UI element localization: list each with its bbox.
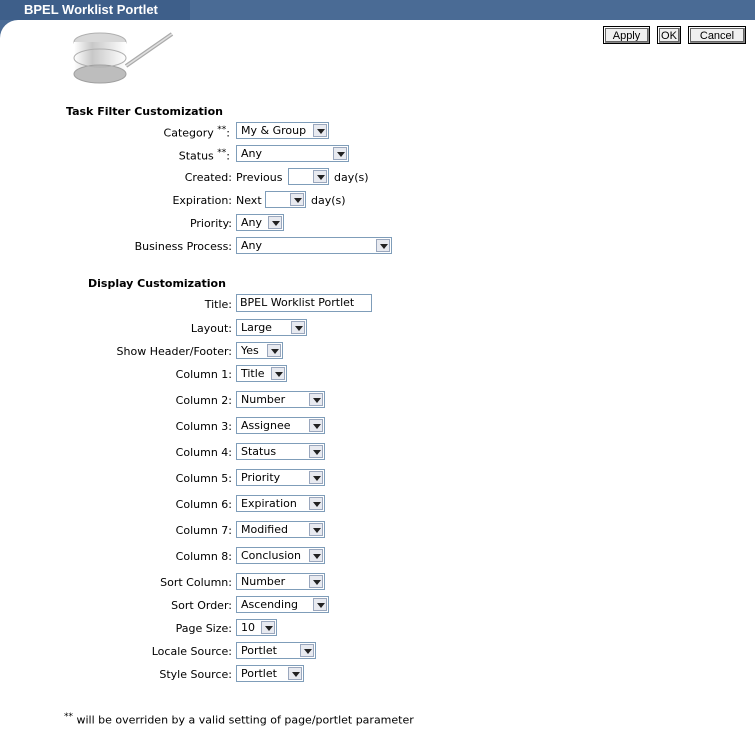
chevron-down-icon bbox=[313, 124, 327, 137]
priority-label: Priority: bbox=[189, 217, 232, 230]
chevron-down-icon bbox=[309, 419, 323, 432]
column-7-label: Column 7: bbox=[175, 524, 232, 537]
title-input[interactable]: BPEL Worklist Portlet bbox=[236, 294, 372, 312]
chevron-down-icon bbox=[288, 667, 302, 680]
chevron-down-icon bbox=[309, 393, 323, 406]
column-2-value: Number bbox=[241, 393, 286, 406]
locale-source-value: Portlet bbox=[241, 644, 277, 657]
created-label: Created: bbox=[184, 171, 232, 184]
style-source-select[interactable] bbox=[236, 665, 304, 682]
priority-value: Any bbox=[241, 216, 263, 229]
locale-source-select[interactable] bbox=[236, 642, 316, 659]
layout-value: Large bbox=[241, 321, 272, 334]
chevron-down-icon bbox=[267, 344, 281, 357]
sort-column-value: Number bbox=[241, 575, 286, 588]
style-source-value: Portlet bbox=[241, 667, 277, 680]
business-process-value: Any bbox=[241, 239, 263, 252]
chevron-down-icon bbox=[309, 523, 323, 536]
footnote bbox=[64, 712, 414, 727]
column-3-value: Assignee bbox=[241, 419, 291, 432]
column-7-select[interactable] bbox=[236, 521, 325, 538]
priority-select[interactable] bbox=[236, 214, 284, 231]
chevron-down-icon bbox=[309, 497, 323, 510]
apply-button[interactable]: Apply bbox=[603, 26, 650, 44]
created-suffix: day(s) bbox=[334, 171, 369, 184]
column-4-label: Column 4: bbox=[175, 446, 232, 459]
title-field-label: Title: bbox=[204, 298, 232, 311]
portlet-title-bar bbox=[0, 0, 755, 20]
expiration-suffix: day(s) bbox=[311, 194, 346, 207]
expiration-days-select[interactable] bbox=[265, 191, 306, 208]
chevron-down-icon bbox=[309, 471, 323, 484]
ok-button[interactable]: OK bbox=[657, 26, 681, 44]
sort-order-value: Ascending bbox=[241, 598, 299, 611]
status-select[interactable] bbox=[236, 145, 349, 162]
column-8-select[interactable] bbox=[236, 547, 325, 564]
chevron-down-icon bbox=[261, 621, 275, 634]
page-size-value: 10 bbox=[241, 621, 255, 634]
column-1-value: Title bbox=[241, 367, 265, 380]
chevron-down-icon bbox=[291, 321, 305, 334]
category-value: My & Group bbox=[241, 124, 307, 137]
chevron-down-icon bbox=[309, 445, 323, 458]
column-1-label: Column 1: bbox=[175, 368, 232, 381]
column-5-label: Column 5: bbox=[175, 472, 232, 485]
chevron-down-icon bbox=[333, 147, 347, 160]
created-days-select[interactable] bbox=[288, 168, 329, 185]
column-1-select[interactable] bbox=[236, 365, 287, 382]
footnote-marker: ** bbox=[64, 712, 73, 722]
chevron-down-icon bbox=[309, 549, 323, 562]
portlet-title: BPEL Worklist Portlet bbox=[24, 2, 158, 17]
sort-column-select[interactable] bbox=[236, 573, 325, 590]
business-process-select[interactable] bbox=[236, 237, 392, 254]
chevron-down-icon bbox=[309, 575, 323, 588]
chevron-down-icon bbox=[313, 170, 327, 183]
column-6-value: Expiration bbox=[241, 497, 297, 510]
column-8-label: Column 8: bbox=[175, 550, 232, 563]
task-filter-heading: Task Filter Customization bbox=[66, 105, 223, 118]
cancel-button[interactable]: Cancel bbox=[688, 26, 746, 44]
header-footer-label: Show Header/Footer: bbox=[116, 345, 232, 358]
status-label: Status **: bbox=[178, 148, 230, 163]
sort-order-label: Sort Order: bbox=[171, 599, 232, 612]
column-6-select[interactable] bbox=[236, 495, 325, 512]
chevron-down-icon bbox=[268, 216, 282, 229]
page-size-label: Page Size: bbox=[175, 622, 232, 635]
column-3-label: Column 3: bbox=[175, 420, 232, 433]
chevron-down-icon bbox=[290, 193, 304, 206]
column-3-select[interactable] bbox=[236, 417, 325, 434]
display-heading: Display Customization bbox=[88, 277, 226, 290]
chevron-down-icon bbox=[300, 644, 314, 657]
business-process-label: Business Process: bbox=[134, 240, 232, 253]
expiration-label: Expiration: bbox=[172, 194, 232, 207]
chevron-down-icon bbox=[271, 367, 285, 380]
chevron-down-icon bbox=[313, 598, 327, 611]
locale-source-label: Locale Source: bbox=[151, 645, 232, 658]
header-footer-select[interactable] bbox=[236, 342, 283, 359]
title-corner bbox=[0, 20, 18, 38]
category-label: Category **: bbox=[163, 125, 230, 140]
column-2-select[interactable] bbox=[236, 391, 325, 408]
header-footer-value: Yes bbox=[241, 344, 259, 357]
sort-order-select[interactable] bbox=[236, 596, 329, 613]
column-5-select[interactable] bbox=[236, 469, 325, 486]
footnote-text: will be overriden by a valid setting of page/portlet parameter bbox=[76, 713, 414, 727]
column-5-value: Priority bbox=[241, 471, 281, 484]
category-marker: ** bbox=[217, 125, 227, 135]
created-prefix: Previous bbox=[236, 171, 283, 184]
expiration-prefix: Next bbox=[236, 194, 262, 207]
category-select[interactable] bbox=[236, 122, 329, 139]
column-6-label: Column 6: bbox=[175, 498, 232, 511]
column-7-value: Modified bbox=[241, 523, 288, 536]
sort-column-label: Sort Column: bbox=[160, 576, 232, 589]
status-marker: ** bbox=[217, 148, 227, 158]
status-value: Any bbox=[241, 147, 263, 160]
column-2-label: Column 2: bbox=[175, 394, 232, 407]
chevron-down-icon bbox=[376, 239, 390, 252]
database-logo-icon bbox=[22, 20, 182, 92]
page-size-select[interactable] bbox=[236, 619, 277, 636]
column-4-value: Status bbox=[241, 445, 277, 458]
column-8-value: Conclusion bbox=[241, 549, 301, 562]
style-source-label: Style Source: bbox=[159, 668, 232, 681]
layout-select[interactable] bbox=[236, 319, 307, 336]
layout-label: Layout: bbox=[190, 322, 232, 335]
column-4-select[interactable] bbox=[236, 443, 325, 460]
